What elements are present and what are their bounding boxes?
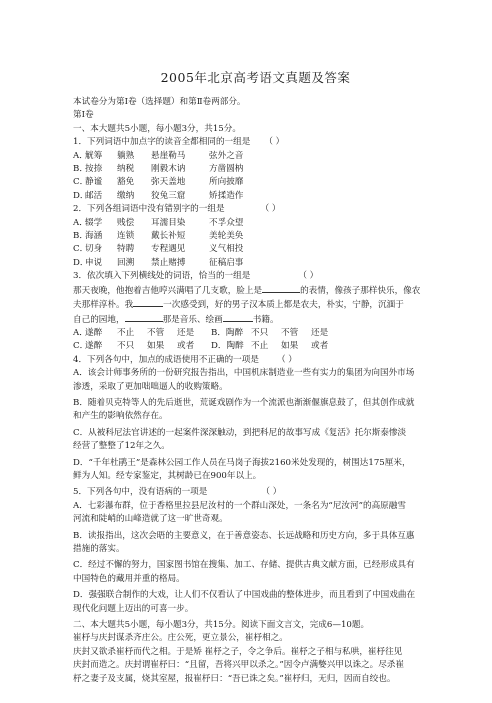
question-2-options	[73, 217, 438, 271]
passage-line: 夫那样淳朴。我 一次感受到，好的男子汉本质上都是农夫，朴实，宁静，沉湎于	[73, 300, 404, 311]
option-row	[73, 327, 438, 340]
option-word: 悬崖勒马	[151, 150, 186, 161]
option-word: 豁免	[117, 177, 135, 188]
option-text: 河流和陡峭的山峰造就了这一旷世奇观。	[73, 514, 228, 525]
option-word: 不只	[117, 341, 135, 352]
option-text: 现代化问题上迈出的可喜一步。	[73, 603, 194, 614]
option-word: 或者	[177, 341, 195, 352]
option-word: 义气相投	[209, 244, 244, 255]
option-word: 按捺	[85, 164, 103, 175]
option-word: 回溯	[117, 257, 135, 268]
option-text: 渗透，采取了更加咄咄逼人的收购策略。	[73, 381, 228, 392]
option-word: 或者	[311, 341, 329, 352]
option-label: B．	[73, 231, 88, 242]
option-word: 还是	[177, 327, 195, 338]
option-word: 特聘	[117, 244, 135, 255]
section-heading-2: 二、本大题共5小题，每小题3分，共15分。阅读下面文言文，完成6—10题。	[73, 620, 370, 631]
option-row	[73, 190, 438, 203]
option-word: 刚毅木讷	[151, 164, 186, 175]
passage-line: 崔杼与庆封谋杀齐庄公。庄公死，更立景公，崔杼相之。	[73, 633, 288, 644]
option-label: A．	[73, 327, 88, 338]
option-word: 戴长补短	[151, 231, 186, 242]
option-label: D．	[73, 190, 89, 201]
option-row	[73, 230, 438, 243]
option-text: D．强强联合制作的大戏，让人们不仅看认了中国戏曲的整体进步，而且看到了中国戏曲在	[73, 590, 416, 601]
question-4-options	[73, 367, 438, 486]
option-label: B．	[73, 164, 88, 175]
passage-line: 庆封又欲杀崔杼而代之相。于是矫 崔杼之子，令之争后。崔杼之子相与私哄，崔杼往见	[73, 646, 403, 657]
section-heading-1: 一、本大题共5小题，每小题3分，共15分。	[73, 123, 241, 134]
option-word: 贱偿	[117, 217, 135, 228]
answer-paren: （ ）	[276, 354, 297, 365]
option-word: 弦外之音	[209, 150, 244, 161]
option-word: 还是	[311, 327, 329, 338]
option-text: B．读报指出，这次会晤的主要意义，在于善意姿态、长远战略和历史方向，多于具体互惠	[73, 530, 415, 541]
option-label: C．	[73, 177, 89, 188]
classical-passage	[73, 632, 438, 686]
option-word: 如果	[281, 341, 299, 352]
option-word: 躺熟	[117, 150, 135, 161]
passage-line: 杼之妻子及支属，烧其室屋，报崔杼曰：“吾已诛之矣。”崔杼归，无归，因而自绞也。	[73, 673, 396, 684]
option-label: C．	[73, 341, 89, 352]
option-text: B．随着贝克特等人的先后逝世，荒诞戏剧作为一个流派也渐渐偃旗息鼓了，但其创作成就	[73, 397, 415, 408]
option-word: D．陶醉	[211, 341, 244, 352]
option-text: 和产生的影响依然存在。	[73, 411, 168, 422]
option-word: 狡兔三窟	[151, 190, 186, 201]
option-word: 不止	[117, 327, 135, 338]
option-word: 切身	[85, 244, 103, 255]
answer-paren: （ ）	[298, 271, 319, 282]
question-5-stem: 5．下列各句中，没有语病的一项是 （ ）	[73, 487, 282, 498]
option-word: 遂醉	[85, 341, 103, 352]
option-label: C．	[73, 244, 89, 255]
question-3-options	[73, 327, 438, 354]
option-word: 申说	[85, 257, 103, 268]
option-label: D．	[73, 257, 89, 268]
question-3-stem: 3．依次填入下列横线处的词语，恰当的一组是 （ ）	[73, 271, 319, 282]
option-word: 辍学	[85, 217, 103, 228]
option-word: B．陶醉	[211, 327, 244, 338]
option-word: 静谧	[85, 177, 103, 188]
passage-line: 自己的园地， 那是音乐、绘画 书籍。	[73, 314, 279, 325]
option-word: 征稿启事	[209, 257, 244, 268]
option-word: 遂醉	[85, 327, 103, 338]
part-heading: 第Ⅰ卷	[73, 110, 94, 121]
option-row	[73, 257, 438, 270]
intro-text: 本试卷分为第Ⅰ卷（选择题）和第Ⅱ卷两部分。	[73, 97, 246, 107]
passage-line: 那天夜晚，他抱着吉他哼兴满唱了几支歌，脸上是 的表情，像孩子那样快乐，像农	[73, 285, 421, 296]
option-word: 专程遇见	[151, 244, 186, 255]
option-word: 所向披靡	[209, 177, 244, 188]
answer-paren: （ ）	[260, 204, 281, 215]
option-row	[73, 176, 438, 189]
option-text: 经营了整整了12年之久。	[73, 441, 170, 452]
option-text: 中国特色的藏用并重的格局。	[73, 573, 185, 584]
option-word: 方凿圆枘	[209, 164, 244, 175]
option-word: 不只	[251, 327, 269, 338]
fill-blank	[133, 298, 163, 307]
option-text: 措施的落实。	[73, 544, 125, 554]
question-1-stem: 1．下列词语中加点字的读音全都相同的一组是 （ ）	[73, 137, 285, 148]
option-word: 不止	[251, 341, 269, 352]
option-word: 连锁	[117, 231, 135, 242]
option-label: A．	[73, 217, 88, 228]
option-word: 觥筹	[85, 150, 103, 161]
question-4-stem: 4．下列各句中，加点的成语使用不正确的一项是 （ ）	[73, 354, 297, 365]
option-text: 鲜为人知。经专家鉴定，其树龄已在900年以上。	[73, 470, 262, 481]
option-word: 禁止赌搏	[151, 257, 186, 268]
option-word: 不管	[147, 327, 165, 338]
page-title: 2005年北京高考语文真题及答案	[160, 70, 351, 85]
passage-line: 庆封而造之。庆封谓崔杼曰：“且留，吾将兴甲以杀之。”因令卢满嫳兴甲以诛之。尽杀崔	[73, 660, 405, 671]
option-text: D．“千年杜鹃王”是森林公园工作人员在马岗子海拔2160米处发现的，树围达175厘米，	[73, 457, 411, 468]
option-word: 邮活	[85, 190, 103, 201]
option-word: 弥天盖地	[151, 177, 186, 188]
option-text: C．从被科尼法官讲述的一起案件深深触动，到把科尼的故事写成《复活》托尔斯泰惨淡	[73, 427, 407, 438]
answer-paren: （ ）	[261, 487, 282, 498]
option-label: A．	[73, 150, 88, 161]
option-word: 不管	[281, 327, 299, 338]
option-word: 如果	[147, 341, 165, 352]
option-word: 不孚众望	[209, 217, 244, 228]
option-row	[73, 163, 438, 176]
option-word: 矫揉造作	[209, 190, 244, 201]
question-2-stem: 2．下列各组词语中没有错别字的一组是 （ ）	[73, 204, 281, 215]
option-text: A．该会计师事务所的一份研究报告指出，中国机床制造业一些有实力的集团为向国外市场	[73, 368, 415, 379]
fill-blank	[223, 313, 253, 322]
option-text: C．经过不懈的努力，国家图书馆在搜集、加工、存储、提供古典文献方面，已经形成具有	[73, 560, 415, 571]
option-row	[73, 217, 438, 230]
option-word: 缴纳	[117, 190, 135, 201]
option-row	[73, 243, 438, 256]
answer-paren: （ ）	[264, 137, 285, 148]
option-word: 海涵	[85, 231, 103, 242]
question-1-options	[73, 150, 438, 204]
option-word: 美轮美奂	[209, 231, 244, 242]
option-text: A．七彩瀑布群，位于香格里拉县尼汝村的一个群山深处，一条名为“尼汝河”的高原融雪	[73, 500, 406, 511]
question-5-options	[73, 500, 438, 619]
option-word: 纳税	[117, 164, 135, 175]
option-row	[73, 340, 438, 353]
option-row	[73, 150, 438, 163]
option-word: 耳濡目染	[151, 217, 186, 228]
fill-blank	[125, 313, 163, 322]
fill-blank	[262, 284, 300, 293]
